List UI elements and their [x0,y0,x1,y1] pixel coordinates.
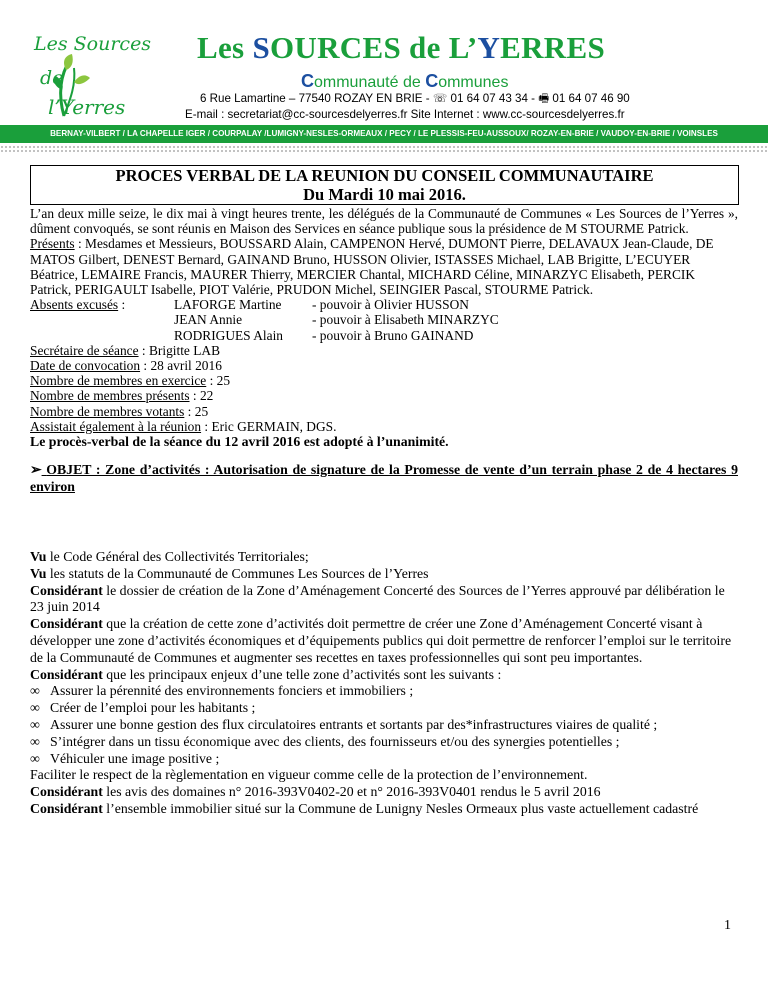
meeting-details [30,206,738,495]
deliberation-text [30,549,738,818]
meeting-date: Du Mardi 10 mai 2016. [303,185,466,204]
list-item: ∞ Créer de l’emploi pour les habitants ; [30,700,738,717]
absent-row: RODRIGUES Alain - pouvoir à Bruno GAINAND [174,327,474,343]
considerant-3: Considérant que les principaux enjeux d’une telle zone d’activités sont les suivants : [30,666,502,682]
info-votants: Nombre de membres votants : 25 [30,403,209,419]
document-title: PROCES VERBAL DE LA REUNION DU CONSEIL COMMUNAUTAIRE [115,166,654,185]
adoption-statement: Le procès-verbal de la séance du 12 avril 2016 est adopté à l’unanimité. [30,434,449,450]
info-presents: Nombre de membres présents : 22 [30,388,214,404]
intro-paragraph: L’an deux mille seize, le dix mai à vingt heures trente, les délégués de la Communauté de Communes « Les Sources de l’Yerres », dûment convoqués, se sont réunis en Maison des Services en séance publique sous la présidence de M STOURME Patrick. [30,206,738,237]
organization-subtitle: Communauté de Communes [301,71,509,91]
considerant-1: Considérant le dossier de création de la Zone d’Aménagement Concerté des Sources de l’Yerres approuvé par délibération le 23 juin 2014 [30,582,725,615]
list-item: ∞ S’intégrer dans un tissu économique avec des clients, des fournisseurs et/ou des synergies potentielles ; [30,734,738,751]
list-item: ∞ Assurer une bonne gestion des flux circulatoires entrants et sortants par des*infrastructures viaires de qualité ; [30,717,738,734]
logo [30,30,162,122]
objet-heading: ➢ OBJET : Zone d’activités : Autorisation de signature de la Promesse de vente d’un terrain phase 2 de 4 hectares 9 environ [30,462,738,495]
info-exercice: Nombre de membres en exercice : 25 [30,373,231,389]
vu-1: Vu le Code Général des Collectivités Territoriales; [30,549,309,564]
considerant-5: Considérant l’ensemble immobilier situé sur la Commune de Lunigny Nesles Ormeaux plus vaste actuellement cadastré [30,800,699,816]
considerant-2: Considérant que la création de cette zone d’activités doit permettre de créer une Zone d’Aménagement Concerté visant à développer une zone d’activités économiques et d’équipements publics qui doit permettre de renforcer l’emploi sur le territoire de la Communauté de Communes et augmenter ses recettes en taxes professionnelles qui sont peu importantes. [30,616,732,665]
contact-line: E-mail : secretariat@cc-sourcesdelyerres.fr Site Internet : www.cc-sourcesdelyerres.fr [185,108,625,121]
logo-line1: Les Sources [34,33,152,55]
logo-graphic [30,30,162,122]
logo-line2: de [40,67,64,89]
presents-paragraph: Présents : Mesdames et Messieurs, BOUSSARD Alain, CAMPENON Hervé, DUMONT Pierre, DELAVAUX Jean-Claude, DE MATOS Gilbert, DENEST Bernard, GAINAND Bruno, HUSSON Olivier, ISTASSES Michael, LAB Brigitte, L’ECUYER Béatrice, LEMAIRE Francis, MAURER Thierry, MERCIER Chantal, MICHARD Céline, MINARZYC Elisabeth, PERCIK Patrick, PERIGAULT Isabelle, PIOT Valérie, PRUDON Michel, SEINGIER Pascal, STOURME Patrick. [30,236,714,298]
info-secretaire: Secrétaire de séance : Brigitte LAB [30,342,221,358]
communes-banner: BERNAY-VILBERT / LA CHAPELLE IGER / COURPALAY /LUMIGNY-NESLES-ORMEAUX / PECY / LE PLESSIS-FEU-AUSSOUX/ ROZAY-EN-BRIE / VAUDOY-EN-BRIE / VOINSLES [0,125,768,143]
absent-row: JEAN Annie - pouvoir à Elisabeth MINARZYC [174,312,499,328]
dotted-divider [0,145,768,153]
list-item: ∞ Assurer la pérennité des environnements fonciers et immobiliers ; [30,683,738,700]
considerant-4: Considérant les avis des domaines n° 2016-393V0402-20 et n° 2016-393V0401 rendus le 5 avril 2016 [30,784,601,800]
logo-line3: l’Yerres [48,95,126,119]
vu-2: Vu les statuts de la Communauté de Communes Les Sources de l’Yerres [30,565,429,581]
organization-title: Les SOURCES de L’YERRES [197,30,606,65]
list-item: ∞ Véhiculer une image positive ; [30,751,738,768]
faciliter-paragraph: Faciliter le respect de la règlementation en vigueur comme celle de la protection de l’environnement. [30,767,588,783]
info-assistait: Assistait également à la réunion : Eric GERMAIN, DGS. [30,418,337,434]
info-convocation: Date de convocation : 28 avril 2016 [30,358,222,374]
arrow-bullet-icon: ➢ [30,462,42,478]
document-title-box [30,165,739,205]
absent-row: Absents excusés : LAFORGE Martine - pouvoir à Olivier HUSSON [30,297,469,313]
page-number: 1 [724,918,731,933]
address-line: 6 Rue Lamartine – 77540 ROZAY EN BRIE - ☏ 01 64 07 43 34 - 🖷 01 64 07 46 90 [200,92,630,105]
